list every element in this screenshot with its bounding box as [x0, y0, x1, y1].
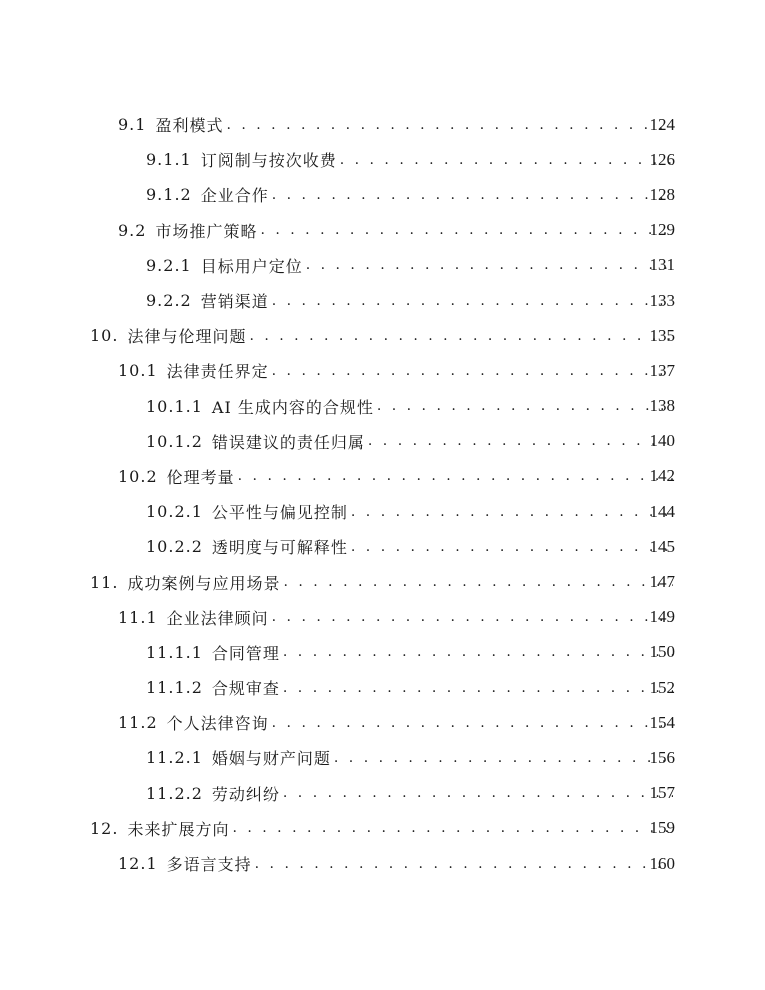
- dot-leader: [283, 678, 673, 698]
- dot-leader: [232, 818, 673, 838]
- page-number: 137: [649, 360, 675, 380]
- section-number: 10.1.1: [146, 396, 203, 416]
- toc-entry[interactable]: [0, 564, 765, 599]
- dot-leader: [272, 713, 673, 733]
- dot-leader: [334, 748, 673, 768]
- section-title: 企业合作: [200, 186, 269, 206]
- section-number: 10.2: [118, 466, 158, 486]
- toc-entry[interactable]: [0, 353, 765, 388]
- section-number: 9.2.2: [146, 291, 192, 311]
- section-title: 个人法律咨询: [166, 714, 269, 734]
- toc-entry[interactable]: [0, 142, 765, 177]
- toc-entry[interactable]: [0, 705, 765, 740]
- dot-leader: [368, 431, 673, 451]
- section-title: 订阅制与按次收费: [200, 151, 337, 171]
- toc-entry[interactable]: [0, 670, 765, 705]
- dot-leader: [283, 783, 673, 803]
- dot-leader: [272, 185, 673, 205]
- section-title: 法律责任界定: [166, 362, 269, 382]
- section-title: 目标用户定位: [200, 256, 303, 276]
- page-number: 159: [649, 818, 675, 838]
- section-title: 盈利模式: [155, 116, 224, 136]
- section-title: 错误建议的责任归属: [211, 432, 365, 452]
- toc-entry[interactable]: [0, 107, 765, 142]
- section-title: 营销渠道: [200, 292, 269, 312]
- page-number: 131: [649, 255, 675, 275]
- dot-leader: [255, 854, 673, 874]
- section-number: 11.1: [118, 607, 158, 627]
- page-number: 150: [649, 642, 675, 662]
- section-number: 11.2.2: [146, 783, 203, 803]
- toc-entry[interactable]: [0, 811, 765, 846]
- page-number: 157: [649, 783, 675, 803]
- toc-entry[interactable]: [0, 424, 765, 459]
- page-number: 152: [649, 677, 675, 697]
- section-title: 合规审查: [211, 679, 280, 699]
- section-title: AI 生成内容的合规性: [211, 397, 374, 417]
- section-title: 法律与伦理问题: [127, 327, 247, 347]
- page-number: 154: [649, 712, 675, 732]
- section-number: 11.: [90, 572, 119, 592]
- page-number: 138: [649, 396, 675, 416]
- page-number: 145: [649, 536, 675, 556]
- page-number: 129: [649, 220, 675, 240]
- section-number: 9.1.1: [146, 150, 192, 170]
- page-number: 135: [649, 325, 675, 345]
- dot-leader: [351, 537, 673, 557]
- section-title: 市场推广策略: [155, 221, 258, 241]
- page-number: 124: [649, 114, 675, 134]
- section-number: 11.2.1: [146, 748, 203, 768]
- section-number: 9.2.1: [146, 255, 192, 275]
- page-number: 149: [649, 607, 675, 627]
- section-title: 合同管理: [211, 643, 280, 663]
- table-of-contents: [0, 107, 765, 881]
- page-number: 147: [649, 572, 675, 592]
- toc-entry[interactable]: [0, 600, 765, 635]
- section-number: 11.1.1: [146, 642, 203, 662]
- page-number: 128: [649, 184, 675, 204]
- toc-entry[interactable]: [0, 318, 765, 353]
- dot-leader: [272, 607, 673, 627]
- page-number: 156: [649, 747, 675, 767]
- dot-leader: [283, 642, 673, 662]
- dot-leader: [238, 466, 673, 486]
- dot-leader: [272, 361, 673, 381]
- section-number: 12.1: [118, 854, 158, 874]
- toc-entry[interactable]: [0, 389, 765, 424]
- page-number: 126: [649, 149, 675, 169]
- page-number: 144: [649, 501, 675, 521]
- toc-entry[interactable]: [0, 635, 765, 670]
- toc-entry[interactable]: [0, 740, 765, 775]
- dot-leader: [340, 150, 673, 170]
- dot-leader: [226, 115, 673, 135]
- page-number: 140: [649, 431, 675, 451]
- toc-entry[interactable]: [0, 846, 765, 881]
- section-number: 10.2.2: [146, 537, 203, 557]
- section-number: 10.1: [118, 361, 158, 381]
- section-title: 公平性与偏见控制: [211, 503, 348, 523]
- dot-leader: [260, 220, 673, 240]
- toc-entry[interactable]: [0, 494, 765, 529]
- toc-entry[interactable]: [0, 248, 765, 283]
- dot-leader: [272, 291, 673, 311]
- section-number: 11.1.2: [146, 678, 203, 698]
- page-number: 133: [649, 290, 675, 310]
- toc-entry[interactable]: [0, 177, 765, 212]
- section-title: 伦理考量: [166, 467, 235, 487]
- section-title: 多语言支持: [166, 855, 252, 875]
- toc-entry[interactable]: [0, 213, 765, 248]
- section-number: 10.: [90, 326, 119, 346]
- toc-entry[interactable]: [0, 529, 765, 564]
- section-title: 劳动纠纷: [211, 784, 280, 804]
- section-title: 婚姻与财产问题: [211, 749, 331, 769]
- section-number: 9.1.2: [146, 185, 192, 205]
- section-number: 11.2: [118, 713, 158, 733]
- toc-entry[interactable]: [0, 283, 765, 318]
- page-number: 160: [649, 853, 675, 873]
- dot-leader: [351, 502, 673, 522]
- dot-leader: [377, 396, 673, 416]
- section-number: 9.2: [118, 220, 147, 240]
- page-number: 142: [649, 466, 675, 486]
- section-title: 透明度与可解释性: [211, 538, 348, 558]
- section-number: 9.1: [118, 115, 147, 135]
- dot-leader: [306, 255, 673, 275]
- dot-leader: [283, 572, 673, 592]
- section-title: 成功案例与应用场景: [127, 573, 281, 593]
- section-title: 企业法律顾问: [166, 608, 269, 628]
- toc-entry[interactable]: [0, 459, 765, 494]
- section-number: 10.2.1: [146, 502, 203, 522]
- section-title: 未来扩展方向: [127, 819, 230, 839]
- section-number: 12.: [90, 818, 119, 838]
- toc-entry[interactable]: [0, 776, 765, 811]
- dot-leader: [249, 326, 673, 346]
- section-number: 10.1.2: [146, 431, 203, 451]
